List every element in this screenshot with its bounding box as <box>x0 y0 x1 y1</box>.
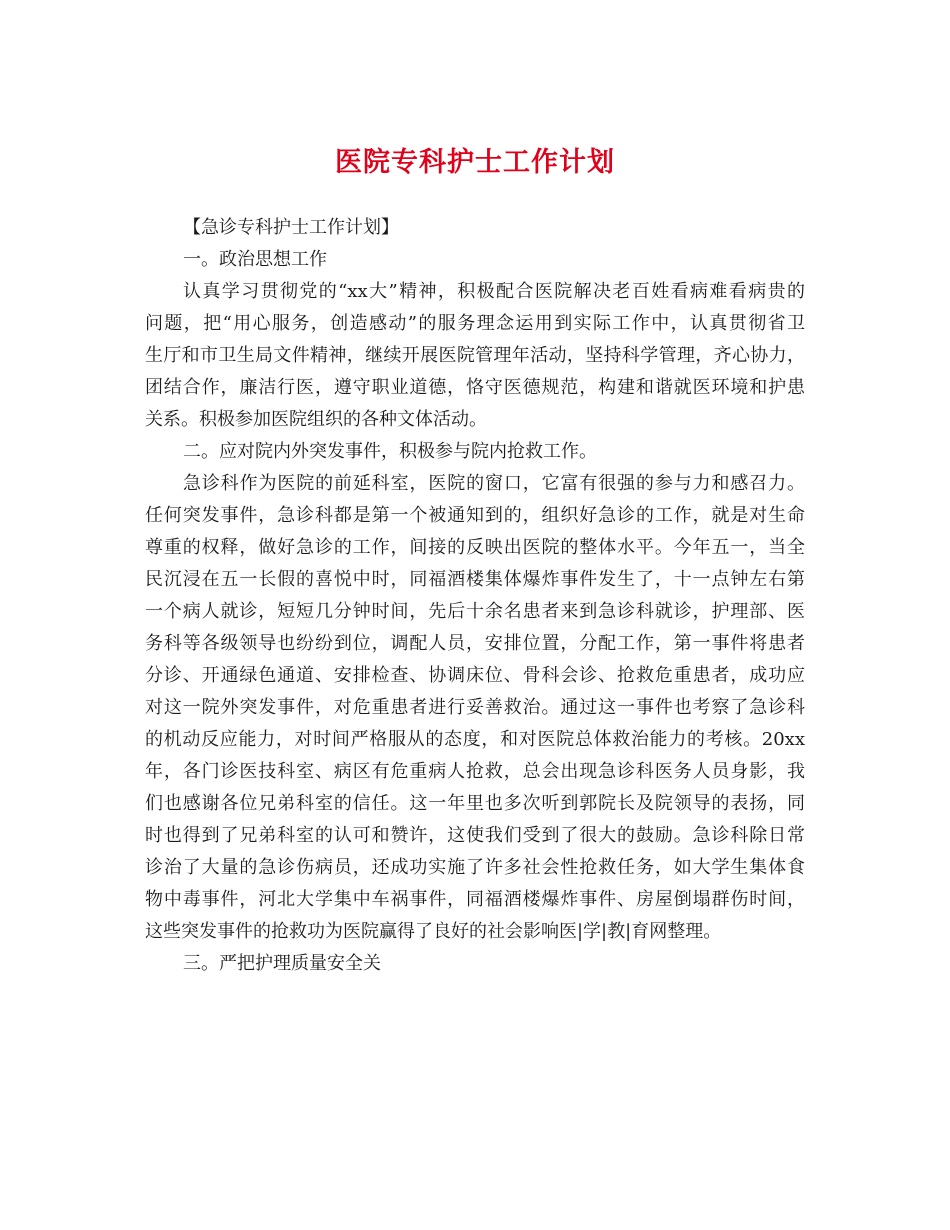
paragraph-line: 诊治了大量的急诊伤病员，还成功实施了许多社会性抢救任务，如大学生集体食 <box>145 857 805 878</box>
paragraph-line: 年，各门诊医技科室、病区有危重病人抢救，总会出现急诊科医务人员身影，我 <box>145 761 805 782</box>
paragraph-line: 一个病人就诊，短短几分钟时间，先后十余名患者来到急诊科就诊，护理部、医 <box>145 601 805 622</box>
paragraph-line: 认真学习贯彻党的“xx大”精神，积极配合医院解决老百姓看病难看病贵的 <box>183 281 805 302</box>
document-subtitle: 【急诊专科护士工作计划】 <box>183 217 399 238</box>
paragraph-line: 尊重的权释，做好急诊的工作，间接的反映出医院的整体水平。今年五一，当全 <box>145 537 805 558</box>
document-title: 医院专科护士工作计划 <box>335 147 615 178</box>
document-body <box>145 212 805 980</box>
paragraph-line: 对这一院外突发事件，对危重患者进行妥善救治。通过这一事件也考察了急诊科 <box>145 697 805 718</box>
paragraph-line: 团结合作，廉洁行医，遵守职业道德，恪守医德规范，构建和谐就医环境和护患 <box>145 377 805 398</box>
section-heading-1: 一。政治思想工作 <box>183 249 327 270</box>
paragraph-line: 务科等各级领导也纷纷到位，调配人员，安排位置，分配工作，第一事件将患者 <box>145 633 805 654</box>
paragraph-line: 分诊、开通绿色通道、安排检查、协调床位、骨科会诊、抢救危重患者，成功应 <box>145 665 805 686</box>
paragraph-line: 急诊科作为医院的前延科室，医院的窗口，它富有很强的参与力和感召力。 <box>183 473 805 494</box>
paragraph-line: 的机动反应能力，对时间严格服从的态度，和对医院总体救治能力的考核。20xx <box>145 729 805 750</box>
paragraph-line: 任何突发事件，急诊科都是第一个被通知到的，组织好急诊的工作，就是对生命 <box>145 505 805 526</box>
paragraph-line: 问题，把“用心服务，创造感动”的服务理念运用到实际工作中，认真贯彻省卫 <box>145 313 805 334</box>
paragraph-line: 这些突发事件的抢救功为医院赢得了良好的社会影响医|学|教|育网整理。 <box>145 921 722 942</box>
section-heading-2: 二。应对院内外突发事件，积极参与院内抢救工作。 <box>183 441 597 462</box>
paragraph-line: 生厅和市卫生局文件精神，继续开展医院管理年活动，坚持科学管理，齐心协力， <box>145 345 805 366</box>
section-paragraph-2 <box>145 468 805 948</box>
section-paragraph-1 <box>145 276 805 436</box>
section-heading-3: 三。严把护理质量安全关 <box>183 953 381 974</box>
paragraph-line: 物中毒事件，河北大学集中车祸事件，同福酒楼爆炸事件、房屋倒塌群伤时间， <box>145 889 805 910</box>
paragraph-line: 关系。积极参加医院组织的各种文体活动。 <box>145 409 487 430</box>
paragraph-line: 民沉浸在五一长假的喜悦中时，同福酒楼集体爆炸事件发生了，十一点钟左右第 <box>145 569 805 590</box>
paragraph-line: 们也感谢各位兄弟科室的信任。这一年里也多次听到郭院长及院领导的表扬，同 <box>145 793 805 814</box>
paragraph-line: 时也得到了兄弟科室的认可和赞许，这使我们受到了很大的鼓励。急诊科除日常 <box>145 825 805 846</box>
